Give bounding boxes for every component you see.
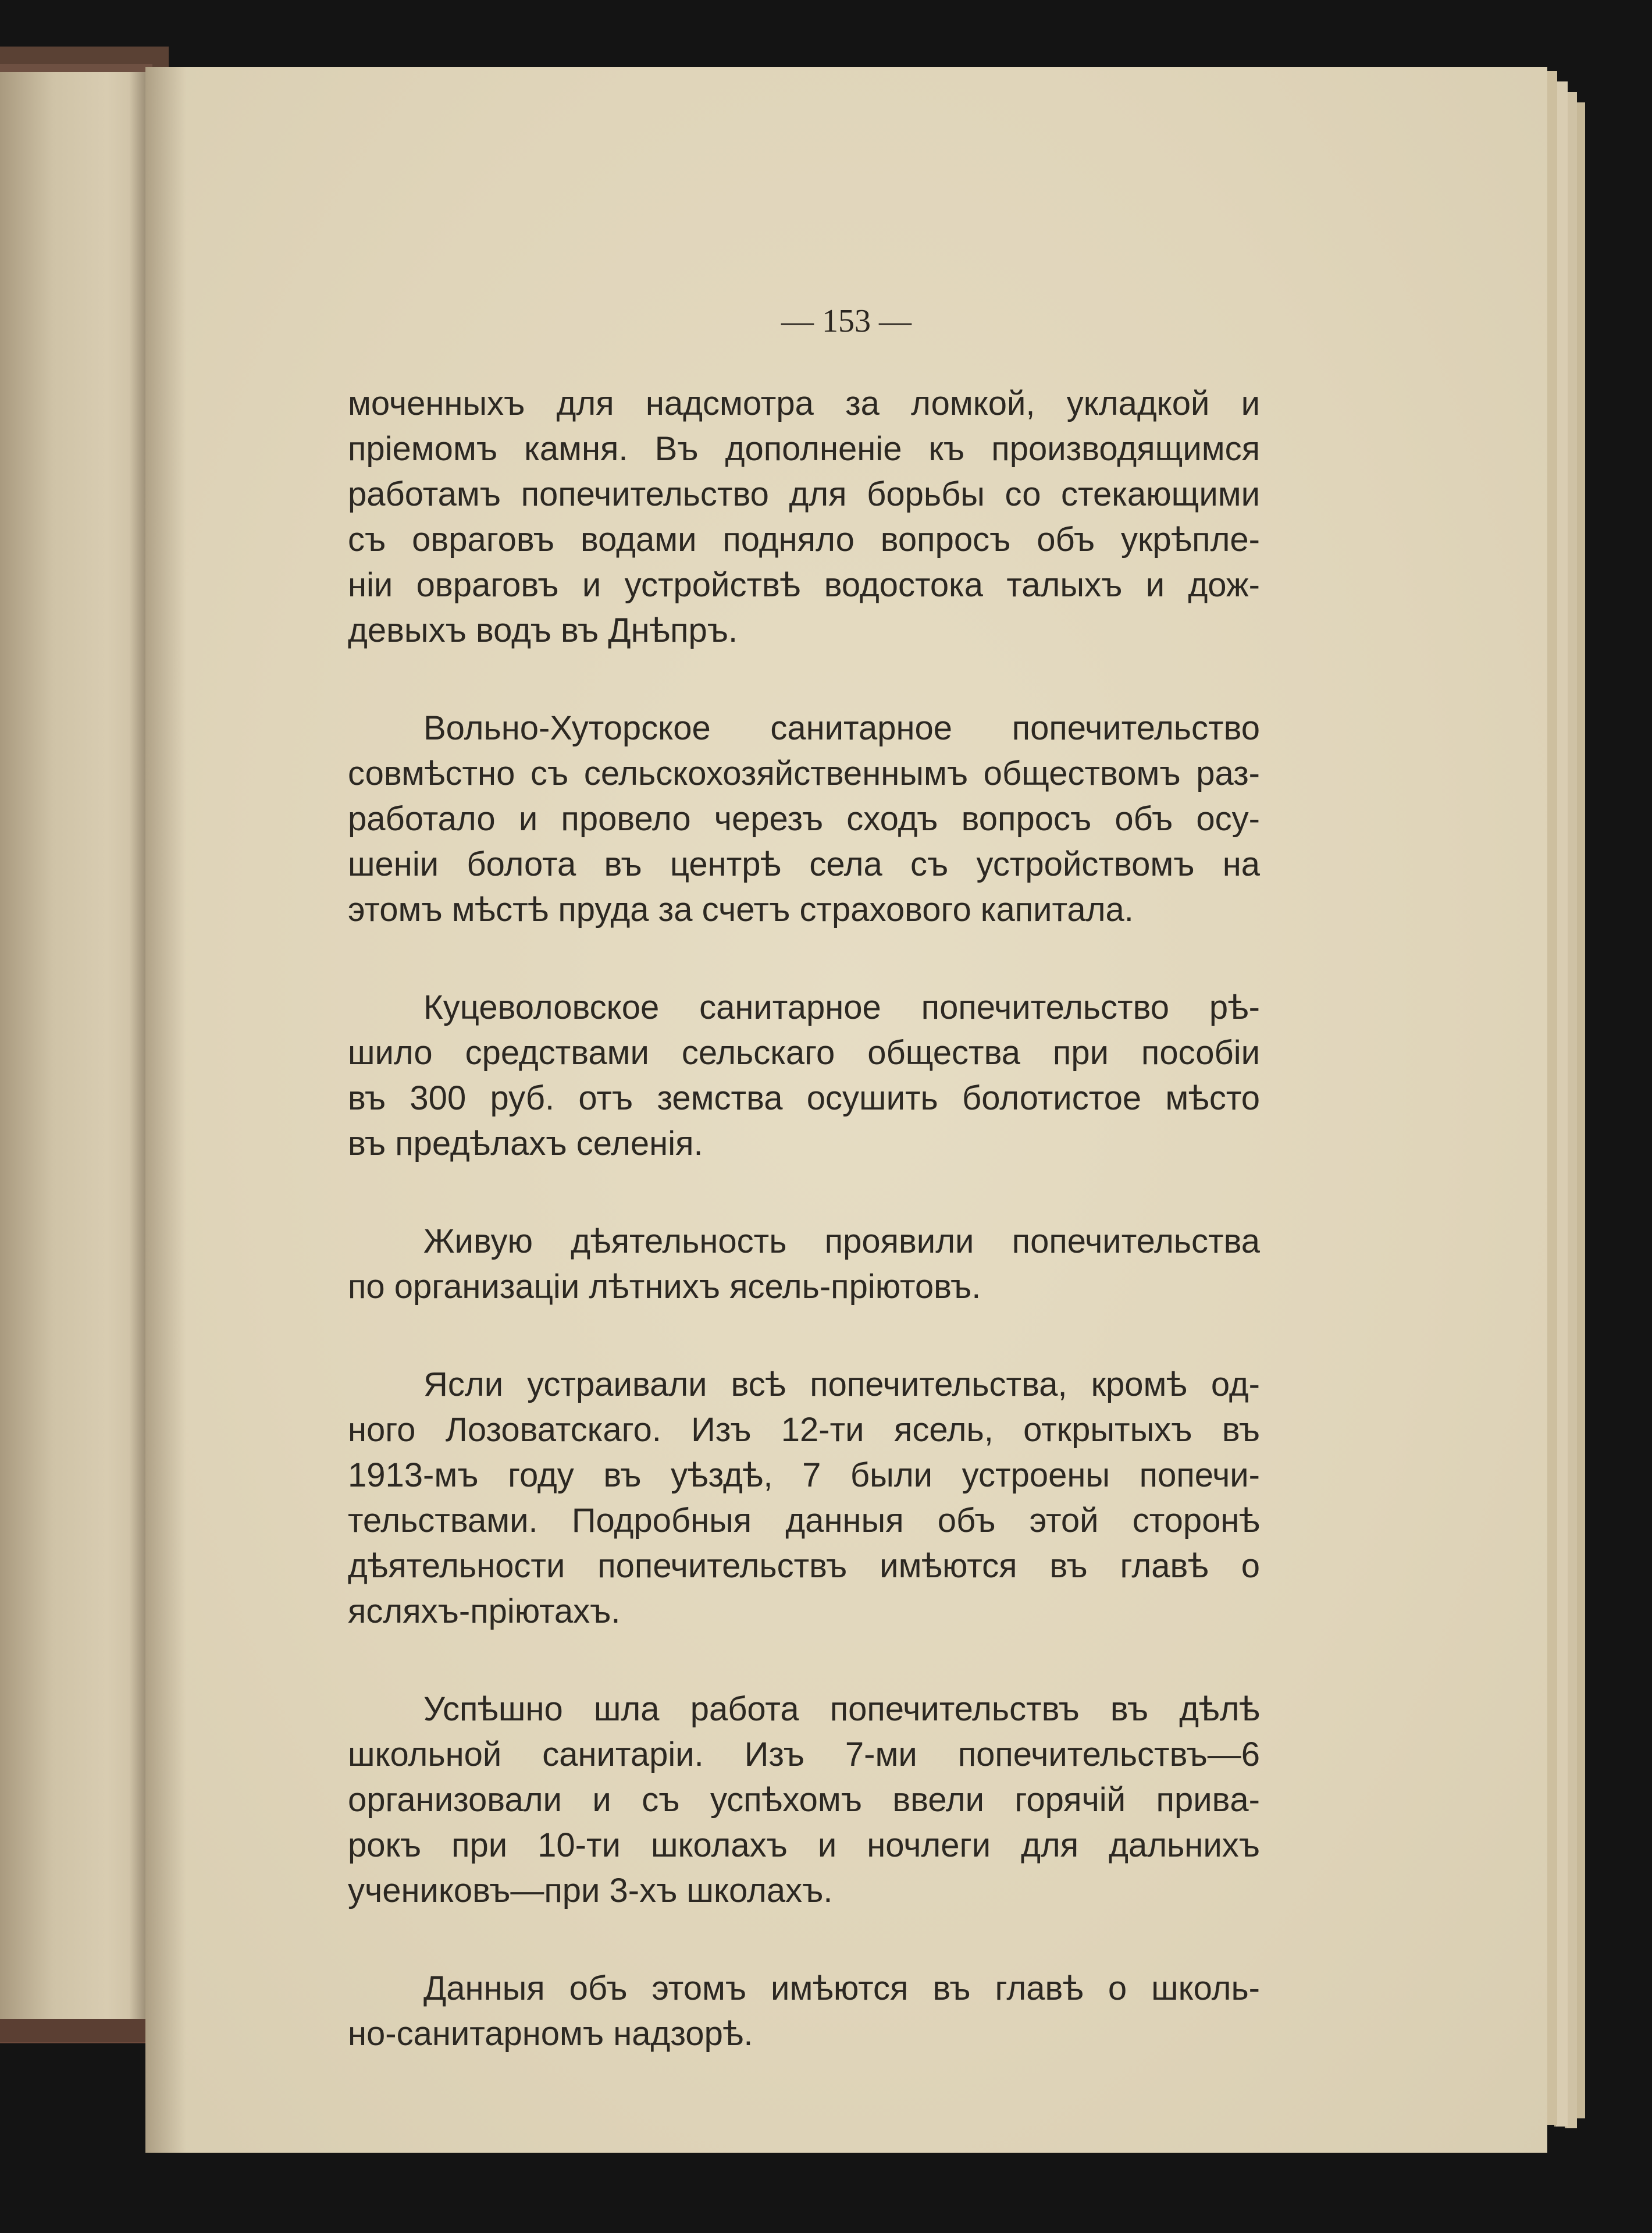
page-number: — 153 —	[781, 303, 912, 339]
paragraph	[348, 706, 1260, 933]
text-line: но-санитарномъ надзорѣ.	[348, 2015, 753, 2053]
text-line: шило средствами сельскаго общества при пособіи	[348, 1034, 1260, 1072]
paragraph	[348, 1219, 1260, 1310]
text-line: совмѣстно съ сельскохозяйственнымъ обществомъ раз-	[348, 755, 1260, 792]
text-line: шеніи болота въ центрѣ села съ устройствомъ на	[348, 845, 1260, 883]
paragraph	[348, 1966, 1260, 2057]
text-line: девыхъ водъ въ Днѣпръ.	[348, 611, 738, 649]
text-line: школьной санитаріи. Изъ 7-ми попечительствъ—6	[348, 1736, 1260, 1773]
text-line: въ 300 руб. отъ земства осушить болотистое мѣсто	[348, 1079, 1260, 1117]
previous-page-edge	[0, 64, 152, 2043]
text-line: рокъ при 10-ти школахъ и ночлеги для дальнихъ	[348, 1826, 1260, 1864]
text-line: ніи овраговъ и устройствѣ водостока талыхъ и дож-	[348, 566, 1260, 604]
paragraph	[348, 1687, 1260, 1914]
text-line: моченныхъ для надсмотра за ломкой, укладкой и	[348, 385, 1260, 422]
text-line: по организаціи лѣтнихъ ясель-пріютовъ.	[348, 1268, 981, 1306]
text-line: Успѣшно шла работа попечительствъ въ дѣлѣ	[423, 1690, 1260, 1728]
page-gutter-shadow	[145, 67, 186, 2153]
paragraph	[348, 985, 1260, 1167]
paragraph	[348, 381, 1260, 653]
text-line: тельствами. Подробныя данныя объ этой сторонѣ	[348, 1502, 1260, 1539]
text-line: ного Лозоватскаго. Изъ 12-ти ясель, открытыхъ въ	[348, 1411, 1260, 1449]
text-line: Вольно-Хуторское санитарное попечительство	[423, 709, 1260, 747]
page-text	[348, 381, 1260, 2057]
text-line: Живую дѣятельность проявили попечительства	[423, 1222, 1260, 1260]
text-line: учениковъ—при 3-хъ школахъ.	[348, 1872, 833, 1910]
text-line: работамъ попечительство для борьбы со стекающими	[348, 475, 1260, 513]
text-line: этомъ мѣстѣ пруда за счетъ страхового капитала.	[348, 891, 1134, 929]
text-line: организовали и съ успѣхомъ ввели горячій привa-	[348, 1781, 1260, 1819]
paragraph	[348, 1362, 1260, 1634]
text-line: дѣятельности попечительствъ имѣются въ главѣ о	[348, 1547, 1260, 1585]
book-page	[145, 67, 1547, 2153]
text-line: въ предѣлахъ селенія.	[348, 1125, 703, 1162]
text-line: Данныя объ этомъ имѣются въ главѣ о школь-	[423, 1969, 1260, 2007]
text-line: пріемомъ камня. Въ дополненіе къ производящимся	[348, 430, 1260, 468]
text-line: ясляхъ-пріютахъ.	[348, 1592, 621, 1630]
text-line: Куцеволовское санитарное попечительство рѣ-	[423, 989, 1260, 1026]
text-line: Ясли устраивали всѣ попечительства, кромѣ од-	[423, 1366, 1260, 1403]
text-line: 1913-мъ году въ уѣздѣ, 7 были устроены попечи-	[348, 1456, 1260, 1494]
text-line: работало и провело черезъ сходъ вопросъ объ осу-	[348, 800, 1260, 838]
text-line: съ овраговъ водами подняло вопросъ объ укрѣпле-	[348, 521, 1260, 559]
left-cover-edge-bottom	[0, 2019, 157, 2042]
